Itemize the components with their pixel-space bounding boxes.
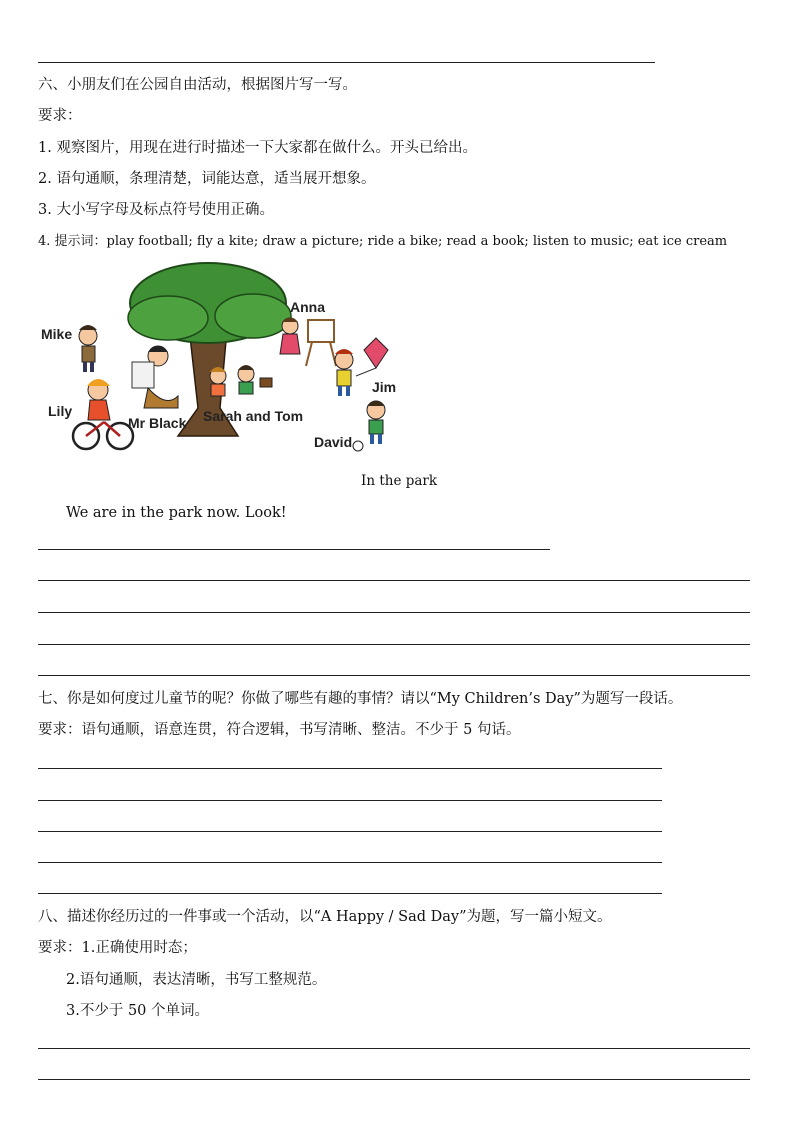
writing-line — [38, 612, 750, 613]
mr-black-figure — [132, 346, 178, 408]
section8-req1: 要求：1.正确使用时态； — [38, 940, 197, 956]
section6-item-4: 4. 提示词：play football; fly a kite; draw a picture; ride a bike; read a book; listen to music; eat ice cream — [38, 234, 728, 249]
label-mike: Mike — [41, 326, 73, 342]
writing-line — [38, 644, 750, 645]
lily-figure — [73, 379, 133, 449]
writing-line — [38, 768, 662, 769]
david-figure — [353, 401, 385, 451]
section6-opening: We are in the park now. Look! — [66, 505, 287, 521]
kite-icon — [356, 338, 388, 376]
writing-line — [38, 1079, 750, 1080]
writing-line — [38, 831, 662, 832]
label-david: David — [314, 434, 353, 450]
label-mr-black: Mr Black — [128, 415, 187, 431]
sarah-tom-figures — [210, 365, 272, 396]
writing-line — [38, 549, 550, 550]
section8-title: 八、描述你经历过的一件事或一个活动，以“A Happy / Sad Day”为题，写一篇小短文。 — [38, 909, 612, 925]
writing-line — [38, 580, 750, 581]
section6-item-2: 2. 语句通顺，条理清楚，词能达意，适当展开想象。 — [38, 171, 376, 187]
section8-req3: 3.不少于 50 个单词。 — [66, 1003, 210, 1019]
section6-title: 六、小朋友们在公园自由活动，根据图片写一写。 — [38, 77, 357, 93]
label-lily: Lily — [48, 403, 73, 419]
label-anna: Anna — [290, 299, 325, 315]
section7-requirement: 要求：语句通顺，语意连贯，符合逻辑，书写清晰、整洁。不少于 5 句话。 — [38, 722, 521, 738]
writing-line — [38, 862, 662, 863]
illustration-caption: In the park — [361, 473, 438, 489]
writing-line — [38, 675, 750, 676]
section8-req2: 2.语句通顺，表达清晰，书写工整规范。 — [66, 972, 327, 988]
writing-line — [38, 893, 662, 894]
section6-item-1: 1. 观察图片，用现在进行时描述一下大家都在做什么。开头已给出。 — [38, 140, 477, 156]
top-rule — [38, 62, 655, 63]
label-sarah-tom: Sarah and Tom — [203, 408, 304, 424]
writing-line — [38, 1048, 750, 1049]
anna-figure — [280, 318, 336, 367]
section6-req-label: 要求： — [38, 108, 82, 124]
section7-title: 七、你是如何度过儿童节的呢？你做了哪些有趣的事情？请以“My Children’s Day”为题写一段话。 — [38, 691, 683, 707]
park-illustration — [38, 258, 410, 466]
mike-figure — [79, 325, 97, 372]
writing-line — [38, 800, 662, 801]
section6-item-3: 3. 大小写字母及标点符号使用正确。 — [38, 202, 274, 218]
label-jim: Jim — [372, 379, 397, 395]
jim-figure — [335, 349, 353, 396]
